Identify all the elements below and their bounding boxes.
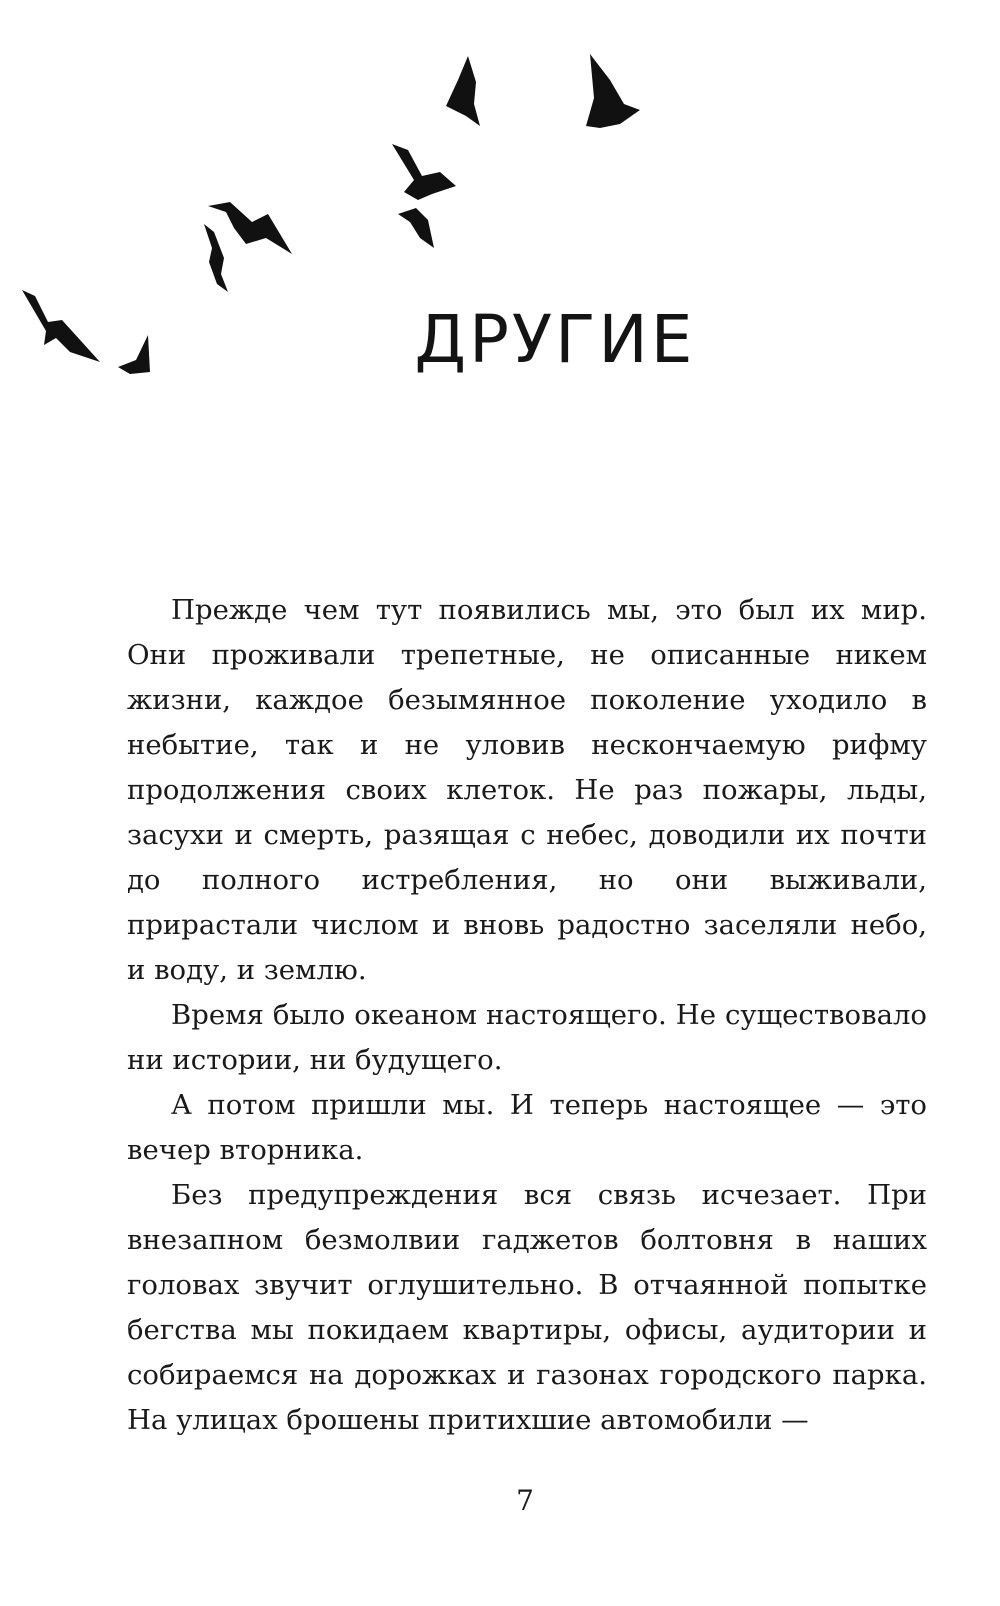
bird-icon [586, 54, 640, 128]
chapter-title: ДРУГИЕ [414, 301, 696, 378]
bird-icon [392, 144, 456, 200]
paragraph: Время было океаном настоящего. Не существовало ни истории, ни будущего. [127, 999, 927, 1076]
paragraph: Без предупреждения вся связь исчезает. При внезапном безмолвии гаджетов болтовня в наших головах звучит оглушительно. В отчаянной попытке бегства мы покидаем квартиры, офисы, аудитории и собираемся на дорожках и газонах городского парка. На улицах брошены притихшие автомобили — [127, 1179, 927, 1436]
body-text [127, 588, 927, 1443]
bird-icon [208, 202, 292, 254]
bird-icon [204, 224, 228, 292]
paragraph: А потом пришли мы. И теперь настоящее — это вечер вторника. [127, 1089, 927, 1166]
bird-icon [446, 56, 480, 126]
paragraph: Прежде чем тут появились мы, это был их мир. Они проживали трепетные, не описанные никем жизни, каждое безымянное поколение уходило в небытие, так и не уловив нескончаемую рифму продолжения своих клеток. Не раз пожары, льды, засухи и смерть, разящая с небес, доводили их почти до полного истребления, но они выживали, прирастали числом и вновь радостно заселяли небо, и воду, и землю. [127, 594, 927, 986]
bird-icon [398, 208, 434, 248]
page-number: 7 [516, 1484, 534, 1517]
